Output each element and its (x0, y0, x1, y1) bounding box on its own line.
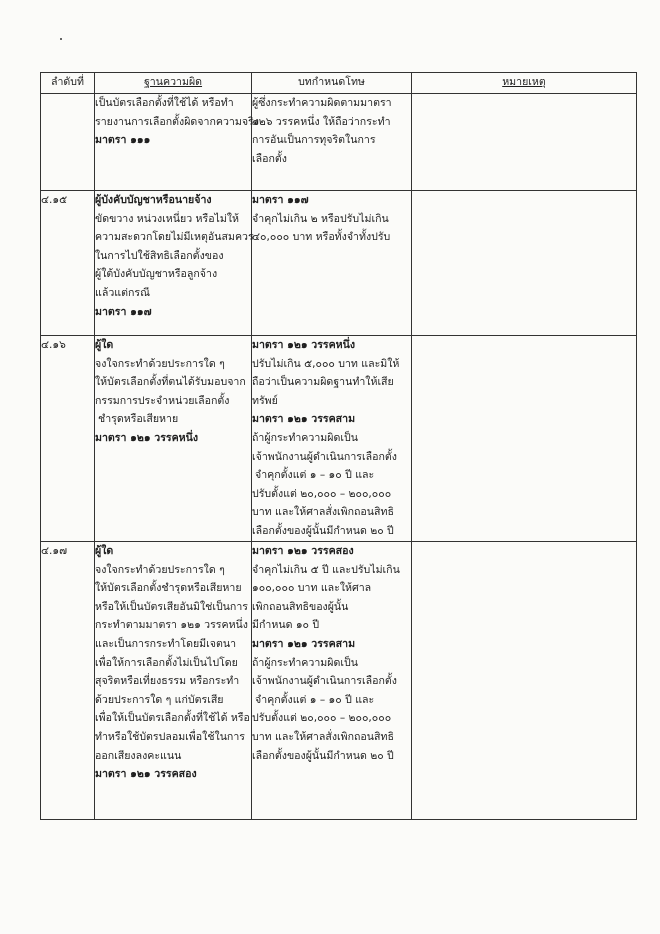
penalty-cell (252, 542, 412, 820)
penalty-line: จำคุกตั้งแต่ ๑ – ๑๐ ปี และ (255, 469, 375, 482)
penalty-section: มาตรา ๑๒๑ วรรคหนึ่ง (252, 339, 356, 351)
penalty-line: บาท และให้ศาลสั่งเพิกถอนสิทธิ (252, 506, 394, 519)
penalty-line: เลือกตั้ง (252, 152, 287, 165)
penalty-section: มาตรา ๑๑๗ (252, 194, 309, 206)
offense-section: มาตรา ๑๒๑ วรรคหนึ่ง (95, 431, 199, 444)
penalty-line: ถ้าผู้กระทำความผิดเป็น (252, 431, 358, 444)
offense-line: ออกเสียงลงคะแนน (95, 749, 182, 762)
offense-section: มาตรา ๑๒๑ วรรคสอง (95, 768, 197, 781)
penalty-line: ถ้าผู้กระทำความผิดเป็น (252, 656, 358, 669)
offense-section: มาตรา ๑๑๑ (95, 134, 151, 147)
offense-line: เป็นบัตรเลือกตั้งที่ใช้ได้ หรือทำ (95, 97, 234, 109)
remark-cell (412, 336, 637, 542)
penalty-line: มีกำหนด ๑๐ ปี (252, 619, 320, 632)
table-header-row (41, 73, 637, 94)
row-number: ๔.๑๗ (41, 542, 95, 820)
penalty-line: ผู้ซึ่งกระทำความผิดตามมาตรา (252, 97, 392, 109)
offense-line: สุจริตหรือเที่ยงธรรม หรือกระทำ (95, 675, 240, 688)
penalty-line: ๑๒๖ วรรคหนึ่ง ให้ถือว่ากระทำ (252, 115, 391, 128)
penalty-line: ปรับตั้งแต่ ๒๐,๐๐๐ – ๒๐๐,๐๐๐ (252, 712, 392, 725)
offense-line: เพื่อให้การเลือกตั้งไม่เป็นไปโดย (95, 656, 238, 669)
offense-line: หรือให้เป็นบัตรเสียอันมิใช่เป็นการ (95, 600, 248, 613)
penalty-line: บาท และให้ศาลสั่งเพิกถอนสิทธิ (252, 730, 394, 743)
offense-line: ทำหรือใช้บัตรปลอมเพื่อใช้ในการ (95, 730, 245, 743)
header-offense-label: ฐานความผิด (143, 76, 203, 88)
row-number: ๔.๑๕ (41, 191, 95, 336)
offense-line: ชำรุดหรือเสียหาย (98, 413, 179, 426)
penalty-cell (252, 94, 412, 191)
penalty-line: เพิกถอนสิทธิของผู้นั้น (252, 600, 349, 613)
offense-cell (95, 191, 252, 336)
offense-cell (95, 542, 252, 820)
penalty-section: มาตรา ๑๒๑ วรรคสาม (252, 637, 356, 650)
offense-heading: ผู้บังคับบัญชาหรือนายจ้าง (95, 194, 212, 206)
offense-line: จงใจกระทำด้วยประการใด ๆ (95, 357, 225, 370)
penalty-table (40, 72, 637, 820)
penalty-cell (252, 191, 412, 336)
penalty-line: เลือกตั้งของผู้นั้นมีกำหนด ๒๐ ปี (252, 524, 394, 537)
offense-line: ผู้ใต้บังคับบัญชาหรือลูกจ้าง (95, 268, 218, 281)
offense-line: ให้บัตรเลือกตั้งที่ตนได้รับมอบจาก (95, 376, 246, 389)
header-offense (95, 73, 252, 94)
penalty-cell (252, 336, 412, 542)
offense-line: กระทำตามมาตรา ๑๒๑ วรรคหนึ่ง (95, 619, 248, 632)
table-row (41, 191, 637, 336)
penalty-line: จำคุกไม่เกิน ๕ ปี และปรับไม่เกิน (252, 563, 400, 576)
offense-line: จงใจกระทำด้วยประการใด ๆ (95, 563, 225, 576)
row-number (41, 94, 95, 191)
header-number: ลำดับที่ (41, 73, 95, 94)
penalty-line: ถือว่าเป็นความผิดฐานทำให้เสีย (252, 376, 394, 389)
offense-line: ความสะดวกโดยไม่มีเหตุอันสมควร (95, 231, 254, 244)
offense-line: รายงานการเลือกตั้งผิดจากความจริง (95, 115, 259, 128)
offense-line: ขัดขวาง หน่วงเหนี่ยว หรือไม่ให้ (95, 212, 240, 225)
offense-line: เพื่อให้เป็นบัตรเลือกตั้งที่ใช้ได้ หรือ (95, 712, 250, 725)
offense-line: แล้วแต่กรณี (95, 286, 150, 299)
remark-cell (412, 94, 637, 191)
penalty-line: ปรับตั้งแต่ ๒๐,๐๐๐ – ๒๐๐,๐๐๐ (252, 487, 392, 500)
offense-heading: ผู้ใด (95, 545, 114, 557)
offense-cell (95, 94, 259, 191)
scan-speck (60, 38, 62, 40)
penalty-line: เลือกตั้งของผู้นั้นมีกำหนด ๒๐ ปี (252, 749, 394, 762)
row-number: ๔.๑๖ (41, 336, 95, 542)
penalty-line: เจ้าพนักงานผู้ดำเนินการเลือกตั้ง (252, 450, 397, 463)
table-row (41, 94, 637, 191)
remark-cell (412, 191, 637, 336)
penalty-line: การอันเป็นการทุจริตในการ (252, 134, 376, 147)
offense-line: ให้บัตรเลือกตั้งชำรุดหรือเสียหาย (95, 582, 242, 595)
table-row (41, 336, 637, 542)
penalty-line: ปรับไม่เกิน ๕,๐๐๐ บาท และมิให้ (252, 357, 400, 370)
offense-cell (95, 336, 252, 542)
offense-section: มาตรา ๑๑๗ (95, 305, 152, 318)
offense-line: ในการไปใช้สิทธิเลือกตั้งของ (95, 249, 224, 262)
offense-line: กรรมการประจำหน่วยเลือกตั้ง (95, 394, 230, 407)
table-row (41, 542, 637, 820)
penalty-line: ๑๐๐,๐๐๐ บาท และให้ศาล (252, 582, 372, 595)
penalty-section: มาตรา ๑๒๑ วรรคสอง (252, 545, 354, 557)
penalty-line: เจ้าพนักงานผู้ดำเนินการเลือกตั้ง (252, 675, 397, 688)
offense-line: และเป็นการกระทำโดยมีเจตนา (95, 637, 237, 650)
penalty-section: มาตรา ๑๒๑ วรรคสาม (252, 413, 356, 426)
offense-line: ด้วยประการใด ๆ แก่บัตรเสีย (95, 693, 224, 706)
header-remark-label: หมายเหตุ (502, 76, 546, 88)
penalty-line: จำคุกไม่เกิน ๒ หรือปรับไม่เกิน (252, 212, 389, 225)
penalty-line: ทรัพย์ (252, 394, 278, 407)
header-remark (412, 73, 637, 94)
penalty-line: ๔๐,๐๐๐ บาท หรือทั้งจำทั้งปรับ (252, 231, 391, 244)
offense-heading: ผู้ใด (95, 339, 114, 351)
header-penalty: บทกำหนดโทษ (252, 73, 412, 94)
penalty-line: จำคุกตั้งแต่ ๑ – ๑๐ ปี และ (255, 693, 375, 706)
remark-cell (412, 542, 637, 820)
